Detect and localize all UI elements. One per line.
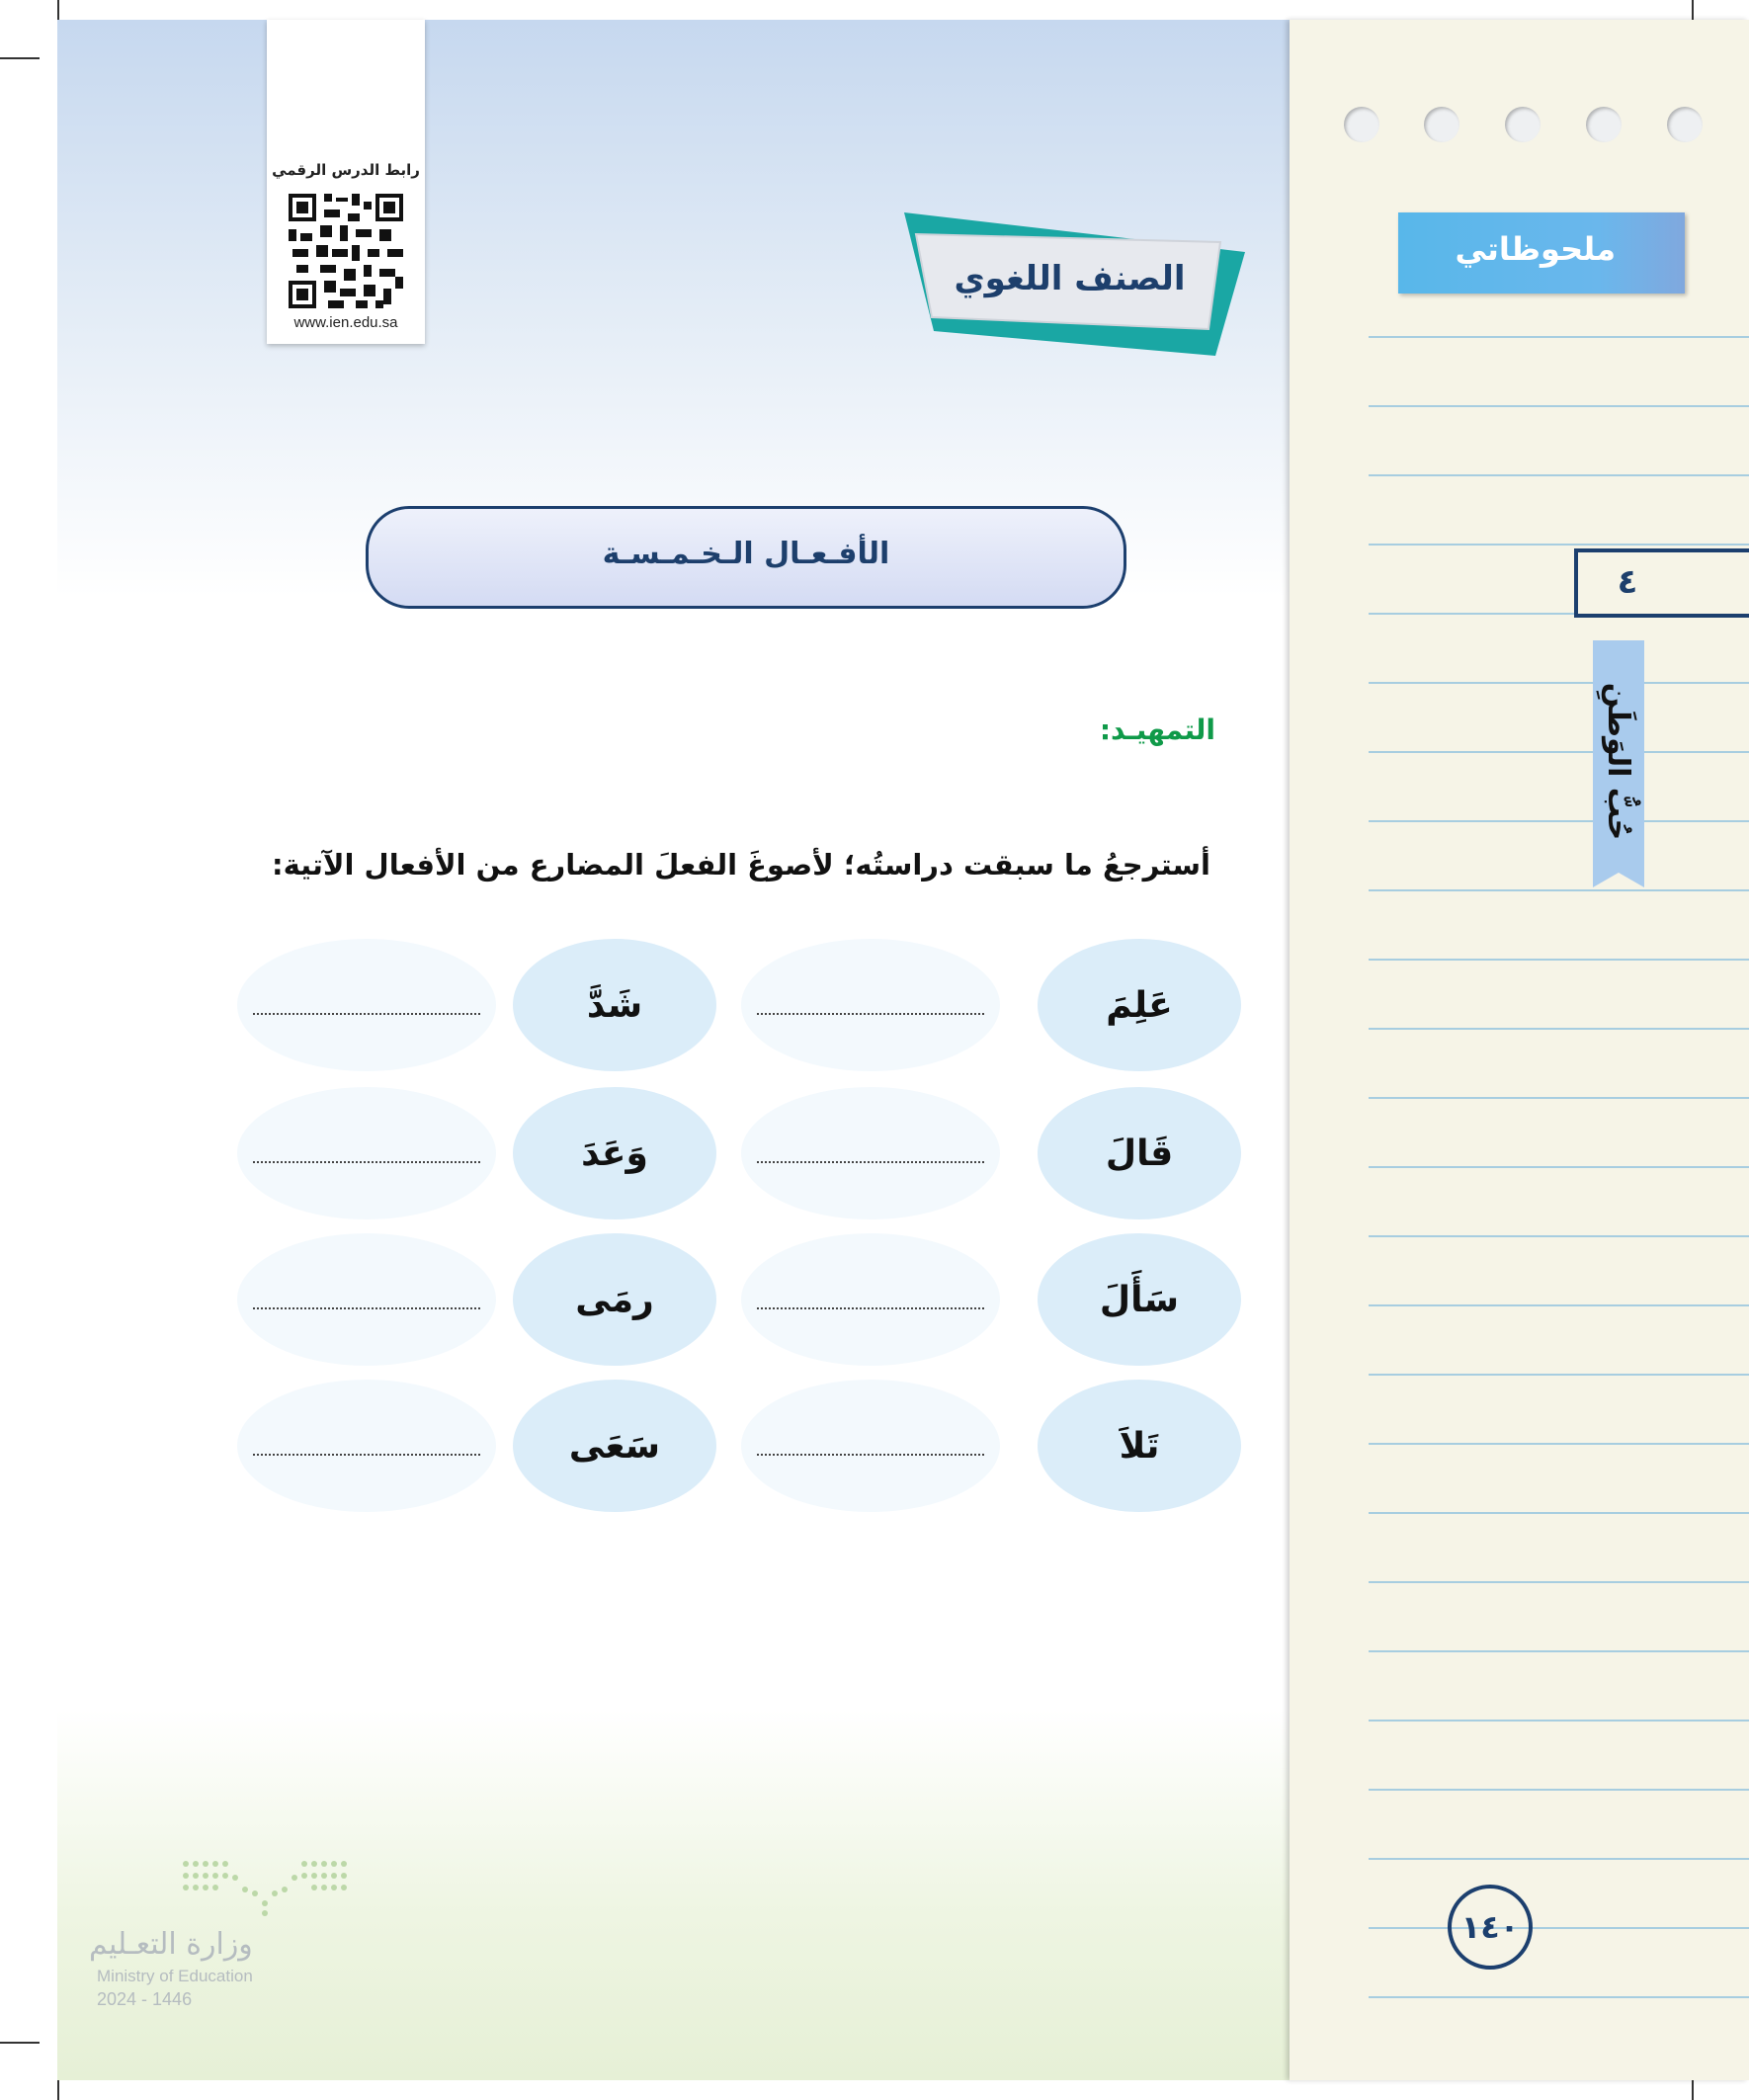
notes-column xyxy=(1290,20,1749,2080)
edition-year: 2024 - 1446 xyxy=(97,1989,193,2009)
unit-number: ٤ xyxy=(1617,562,1638,602)
verb-word: وَعَدَ xyxy=(581,1133,648,1174)
note-line xyxy=(1369,1028,1749,1030)
answer-oval[interactable] xyxy=(237,1233,496,1366)
verb-oval xyxy=(1038,939,1241,1071)
unit-title: حُبُّ الوَطَنِ xyxy=(1601,682,1636,840)
answer-oval[interactable] xyxy=(741,1380,1000,1512)
note-line xyxy=(1369,1650,1749,1652)
note-line xyxy=(1369,751,1749,753)
answer-dotted-line[interactable] xyxy=(253,1161,480,1163)
intro-heading: التمهيـد: xyxy=(1099,714,1215,746)
ministry-logo-icon xyxy=(180,1858,350,1917)
note-line xyxy=(1369,1581,1749,1583)
unit-title-wrap xyxy=(1593,652,1644,870)
qr-code-icon xyxy=(289,194,403,308)
answer-dotted-line[interactable] xyxy=(757,1161,984,1163)
qr-caption: رابط الدرس الرقمي xyxy=(272,161,420,179)
note-line xyxy=(1369,1996,1749,1998)
note-line xyxy=(1369,1374,1749,1376)
unit-number-box xyxy=(1574,548,1749,618)
page-number: ١٤٠ xyxy=(1460,1908,1520,1946)
verb-word: رمَى xyxy=(575,1279,654,1320)
note-line xyxy=(1369,405,1749,407)
verb-oval xyxy=(513,939,716,1071)
crop-mark xyxy=(0,57,40,59)
qr-card[interactable] xyxy=(267,20,425,344)
verb-word: قَالَ xyxy=(1105,1133,1174,1174)
note-line xyxy=(1369,474,1749,476)
ministry-name-arabic: وزارة التعـليم xyxy=(89,1927,253,1962)
ministry-name-english: Ministry of Education xyxy=(97,1967,253,1985)
binder-hole-icon xyxy=(1424,107,1459,142)
answer-dotted-line[interactable] xyxy=(253,1013,480,1015)
answer-dotted-line[interactable] xyxy=(253,1307,480,1309)
verb-word: تَلاَ xyxy=(1119,1425,1160,1467)
answer-oval[interactable] xyxy=(237,1087,496,1219)
note-line xyxy=(1369,959,1749,961)
answer-dotted-line[interactable] xyxy=(757,1013,984,1015)
note-line xyxy=(1369,1166,1749,1168)
verb-oval xyxy=(513,1380,716,1512)
note-line xyxy=(1369,682,1749,684)
lesson-title: الأفـعـال الـخـمـسـة xyxy=(602,537,890,571)
verb-word: شَدَّ xyxy=(586,984,643,1026)
verb-oval xyxy=(513,1087,716,1219)
note-line xyxy=(1369,1789,1749,1791)
section-title: الصنف اللغوي xyxy=(954,259,1186,298)
answer-oval[interactable] xyxy=(237,1380,496,1512)
lesson-title-box xyxy=(366,506,1126,609)
note-line xyxy=(1369,889,1749,891)
verb-oval xyxy=(1038,1380,1241,1512)
verb-oval xyxy=(1038,1233,1241,1366)
answer-oval[interactable] xyxy=(741,1087,1000,1219)
note-line xyxy=(1369,1235,1749,1237)
note-line xyxy=(1369,544,1749,546)
answer-dotted-line[interactable] xyxy=(757,1454,984,1456)
note-line xyxy=(1369,1443,1749,1445)
answer-oval[interactable] xyxy=(237,939,496,1071)
notes-title: ملحوظاتي xyxy=(1455,230,1616,268)
notes-tab xyxy=(1398,212,1685,294)
note-line xyxy=(1369,1927,1749,1929)
verb-word: عَلِمَ xyxy=(1106,984,1173,1026)
verb-oval xyxy=(1038,1087,1241,1219)
note-line xyxy=(1369,1720,1749,1722)
qr-url[interactable]: www.ien.edu.sa xyxy=(293,314,398,331)
answer-oval[interactable] xyxy=(741,939,1000,1071)
binder-hole-icon xyxy=(1505,107,1541,142)
answer-dotted-line[interactable] xyxy=(757,1307,984,1309)
note-line xyxy=(1369,1512,1749,1514)
note-line xyxy=(1369,336,1749,338)
answer-dotted-line[interactable] xyxy=(253,1454,480,1456)
instruction-text: أسترجعُ ما سبقت دراستُه؛ لأصوغَ الفعلَ المضارع من الأفعال الآتية: xyxy=(272,848,1210,882)
answer-oval[interactable] xyxy=(741,1233,1000,1366)
note-line xyxy=(1369,820,1749,822)
note-line xyxy=(1369,1858,1749,1860)
verb-word: سَعَى xyxy=(568,1425,661,1467)
note-line xyxy=(1369,1304,1749,1306)
page-number-badge xyxy=(1448,1885,1533,1970)
verb-oval xyxy=(513,1233,716,1366)
verb-word: سَأَلَ xyxy=(1099,1279,1180,1320)
crop-mark xyxy=(0,2042,40,2044)
binder-hole-icon xyxy=(1667,107,1703,142)
note-line xyxy=(1369,1097,1749,1099)
binder-hole-icon xyxy=(1586,107,1622,142)
binder-hole-icon xyxy=(1344,107,1379,142)
